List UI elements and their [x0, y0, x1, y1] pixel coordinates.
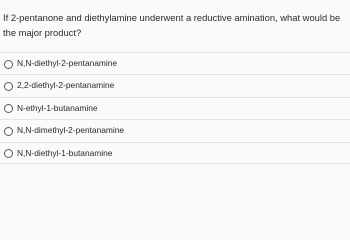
answer-option[interactable] — [0, 97, 350, 119]
answer-option[interactable] — [0, 74, 350, 96]
answer-option-label[interactable]: N,N-diethyl-1-butanamine — [17, 147, 113, 158]
answer-option-label[interactable]: N,N-diethyl-2-pentanamine — [17, 58, 118, 68]
answer-option[interactable] — [0, 52, 350, 74]
answer-options-list — [0, 52, 350, 164]
radio-button[interactable] — [4, 104, 13, 113]
answer-option-label[interactable]: N,N-dimethyl-2-pentanamine — [17, 125, 125, 136]
answer-option[interactable] — [0, 119, 350, 141]
radio-button[interactable] — [4, 149, 13, 158]
radio-button[interactable] — [4, 60, 13, 69]
radio-button[interactable] — [4, 82, 13, 91]
answer-option-label[interactable]: N-ethyl-1-butanamine — [17, 102, 98, 113]
answer-option[interactable] — [0, 142, 350, 164]
answer-option-label[interactable]: 2,2-diethyl-2-pentanamine — [17, 80, 115, 91]
question-text: If 2-pentanone and diethylamine underwent a reductive amination, what would be the major product? — [3, 12, 341, 38]
radio-button[interactable] — [4, 127, 13, 136]
